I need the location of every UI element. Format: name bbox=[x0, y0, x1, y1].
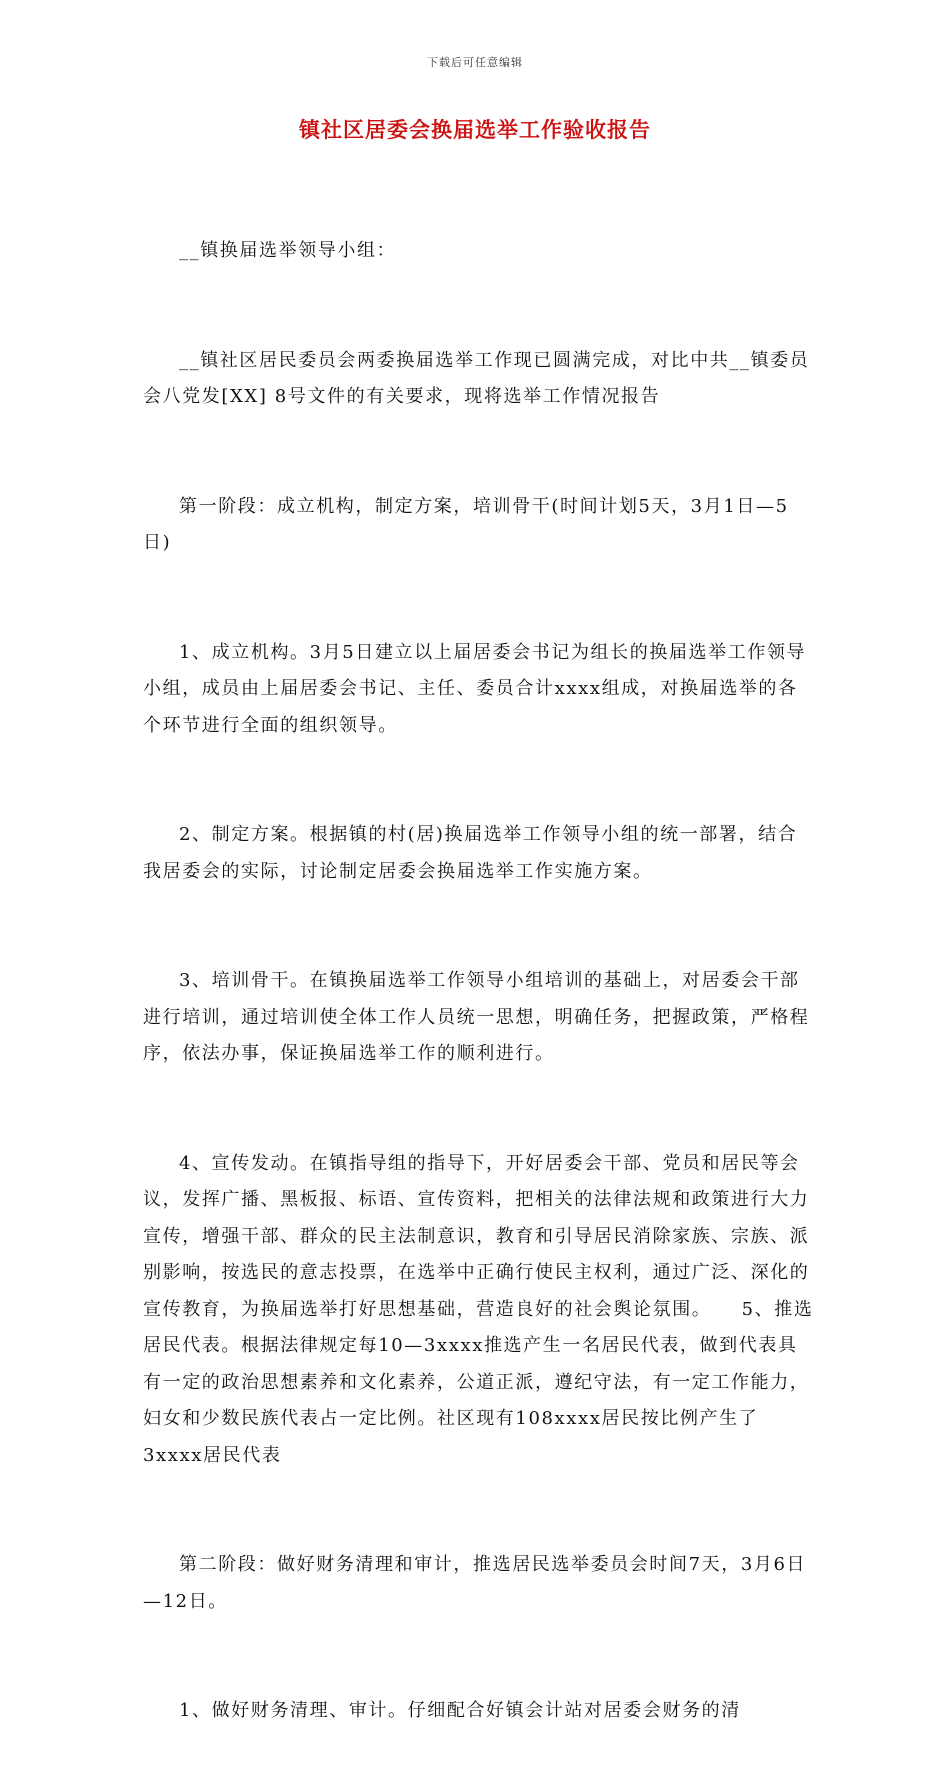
paragraph-stage-two: 第二阶段：做好财务清理和审计，推选居民选举委员会时间7天，3月6日—12日。 bbox=[143, 1554, 807, 1612]
paragraph-item-3: 3、培训骨干。在镇换届选举工作领导小组培训的基础上，对居委会干部进行培训，通过培训使全体工作人员统一思想，明确任务，把握政策，严格程序，依法办事，保证换届选举工作的顺利进行。 bbox=[143, 970, 810, 1064]
paragraph-item-1: 1、成立机构。3月5日建立以上届居委会书记为组长的换届选举工作领导小组，成员由上届居委会书记、主任、委员合计xxxx组成，对换届选举的各个环节进行全面的组织领导。 bbox=[143, 641, 807, 736]
header-note: 下载后可任意编辑 bbox=[427, 56, 523, 69]
paragraph-stage-one: 第一阶段：成立机构，制定方案，培训骨干(时间计划5天，3月1日—5日) bbox=[143, 495, 789, 553]
paragraph-item-4-5: 4、宣传发动。在镇指导组的指导下，开好居委会干部、党员和居民等会议，发挥广播、黑板报、标语、宣传资料，把相关的法律法规和政策进行大力宣传，增强干部、群众的民主法制意识，教育和引导居民消除家族、宗族、派别影响，按选民的意志投票，在选举中正确行使民主权利，通过广泛、深化的宣传教育，为换届选举打好思想基础，营造良好的社会舆论氛围。 5、推选居民代表。根据法律规定每10—3xxxx推选产生一名居民代表，做到代表具有一定的政治思想素养和文化素养，公道正派，遵纪守法，有一定工作能力，妇女和少数民族代表占一定比例。社区现有108xxxx居民按比例产生了3xxxx居民代表 bbox=[143, 1152, 814, 1466]
document-title: 镇社区居委会换届选举工作验收报告 bbox=[299, 117, 651, 142]
document-body bbox=[143, 160, 815, 1766]
paragraph-item-2: 2、制定方案。根据镇的村(居)换届选举工作领导小组的统一部署，结合我居委会的实际，讨论制定居委会换届选举工作实施方案。 bbox=[143, 824, 798, 882]
paragraph-item-1-stage-two: 1、做好财务清理、审计。仔细配合好镇会计站对居委会财务的清 bbox=[179, 1700, 741, 1721]
paragraph-intro: __镇社区居民委员会两委换届选举工作现已圆满完成，对比中共__镇委员会八党发[XX] 8号文件的有关要求，现将选举工作情况报告 bbox=[143, 349, 810, 407]
paragraph-salutation: __镇换届选举领导小组： bbox=[179, 240, 397, 261]
